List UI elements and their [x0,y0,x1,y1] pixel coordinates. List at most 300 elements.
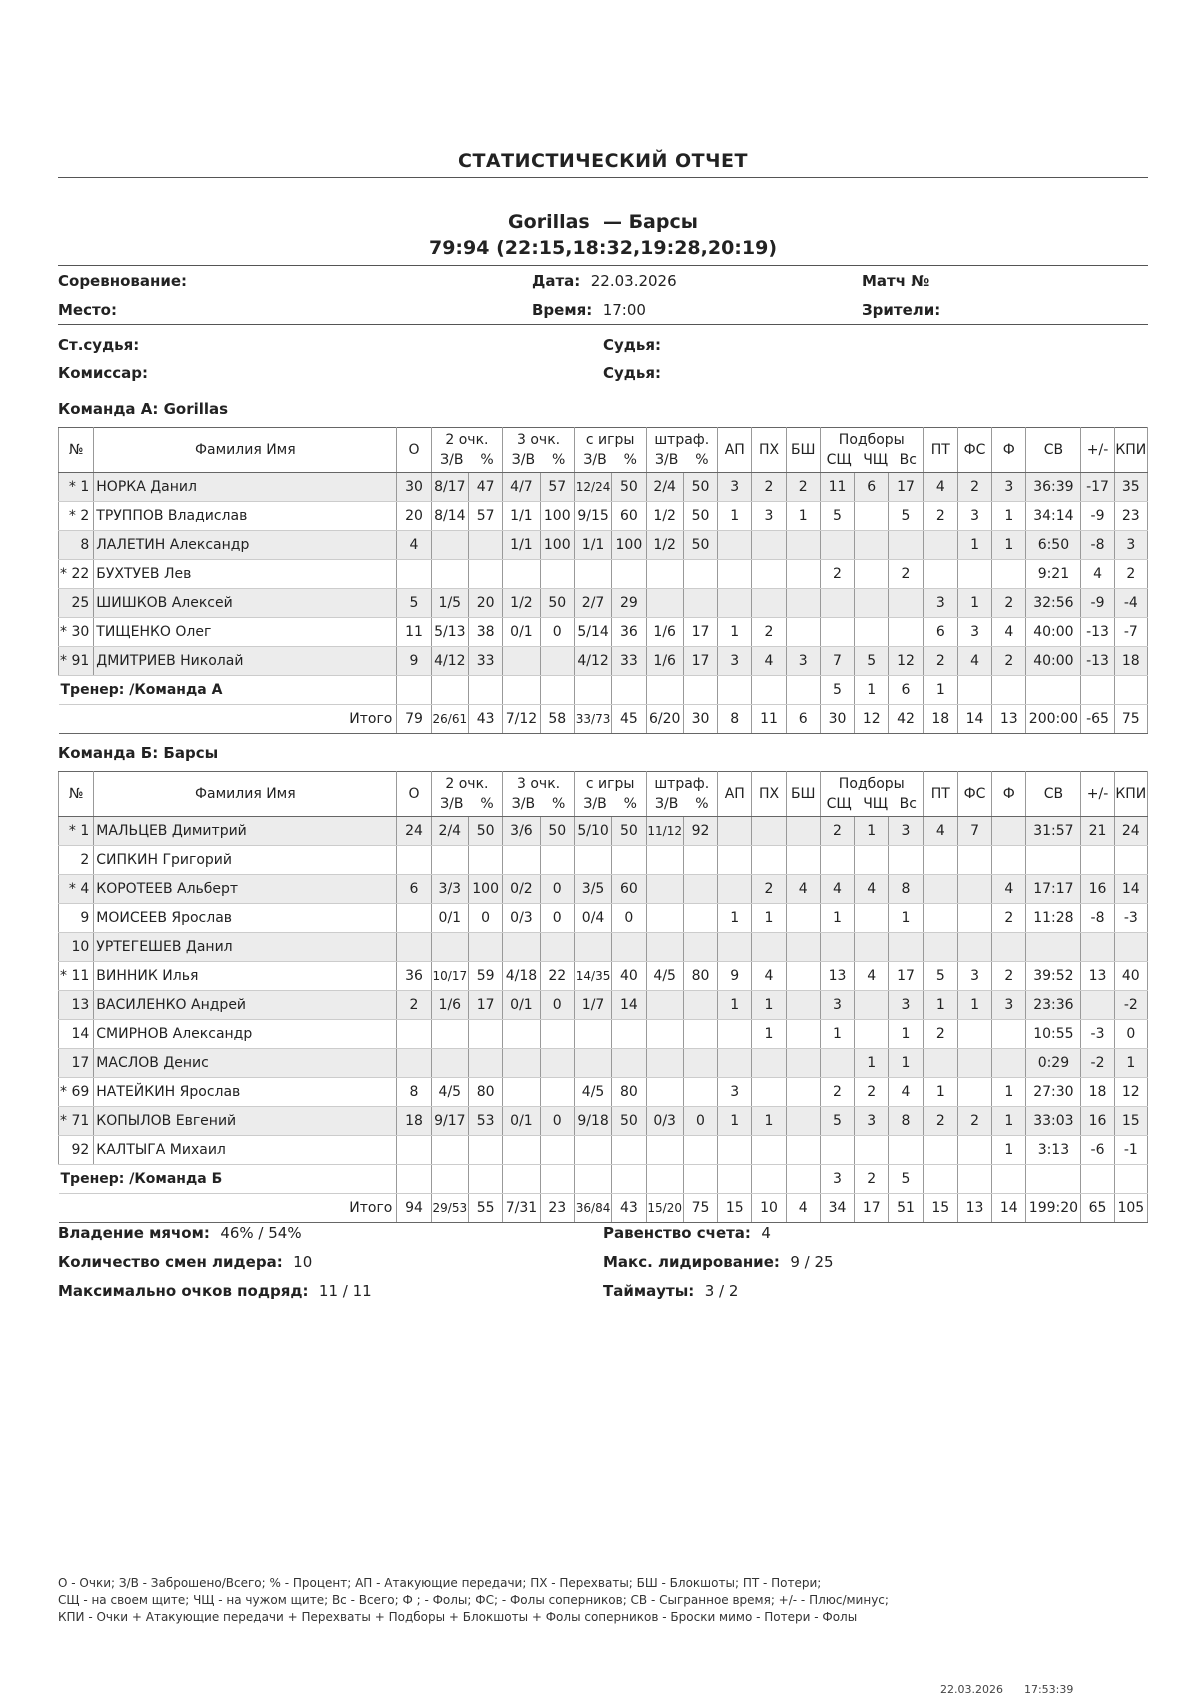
cell-eff: 40 [1114,962,1147,991]
cell-two-pct [468,1165,502,1194]
chief-referee-label: Ст.судья: [58,336,140,354]
cell-ast: 3 [718,473,752,502]
cell-pts: 18 [397,1107,431,1136]
cell-min: 34:14 [1026,502,1081,531]
cell-ast [718,1020,752,1049]
team-a-stats-table [58,427,1148,734]
cell-two-pct: 38 [468,618,502,647]
total-stl: 11 [752,705,786,734]
cell-fg-ma [574,676,611,705]
header-points: О [397,428,431,473]
total-pm: 65 [1081,1194,1114,1223]
cell-name: КОПЫЛОВ Евгений [94,1107,397,1136]
cell-two-pct [468,676,502,705]
cell-two-ma: 1/6 [431,991,468,1020]
cell-eff [1114,933,1147,962]
cell-two-ma: 9/17 [431,1107,468,1136]
cell-eff: 14 [1114,875,1147,904]
total-ft-ma: 15/20 [646,1194,683,1223]
cell-three-pct: 0 [540,618,574,647]
cell-three-ma: 1/1 [503,502,540,531]
total-ft-pct: 75 [683,1194,717,1223]
cell-two-ma [431,1165,468,1194]
header-name: Фамилия Имя [94,772,397,817]
player-row [59,1107,1148,1136]
header-oreb: ЧЩ [863,796,889,812]
cell-three-pct: 0 [540,991,574,1020]
header-free-throws-title: штраф. [654,776,710,792]
cell-fg-ma [574,1020,611,1049]
cell-pts: 30 [397,473,431,502]
cell-dreb [820,1136,854,1165]
total-ft-pct: 30 [683,705,717,734]
total-min: 199:20 [1026,1194,1081,1223]
cell-three-ma [503,1165,540,1194]
cell-fg-ma: 1/1 [574,531,611,560]
max-lead-label: Макс. лидирование: [603,1253,780,1271]
cell-fd: 1 [957,589,991,618]
cell-to [923,560,957,589]
cell-three-pct: 50 [540,817,574,846]
cell-fg-pct: 60 [612,875,646,904]
header-fouls: Ф [992,772,1026,817]
cell-eff: 23 [1114,502,1147,531]
cell-three-ma: 0/1 [503,1107,540,1136]
lead-changes-stat [58,1253,312,1271]
player-row [59,904,1148,933]
header-row [59,772,1148,817]
header-free-throws [646,428,718,473]
date-label: Дата: [532,272,581,290]
cell-dreb: 13 [820,962,854,991]
cell-ft-ma: 1/6 [646,647,683,676]
cell-three-ma [503,647,540,676]
cell-three-ma [503,933,540,962]
cell-ft-ma [646,846,683,875]
cell-no: 9 [59,904,94,933]
cell-min: 17:17 [1026,875,1081,904]
cell-three-pct: 0 [540,875,574,904]
player-row [59,531,1148,560]
cell-fg-ma: 9/15 [574,502,611,531]
total-fg-pct: 45 [612,705,646,734]
cell-dreb: 7 [820,647,854,676]
cell-no: 8 [59,531,94,560]
match-header [58,209,1148,261]
total-dreb: 34 [820,1194,854,1223]
cell-treb [889,589,923,618]
cell-min: 39:52 [1026,962,1081,991]
cell-two-ma: 4/5 [431,1078,468,1107]
cell-dreb [820,589,854,618]
player-row [59,933,1148,962]
player-row [59,1020,1148,1049]
cell-pf [992,933,1026,962]
cell-dreb: 2 [820,560,854,589]
total-to: 18 [923,705,957,734]
coach-row [59,676,1148,705]
cell-min: 40:00 [1026,647,1081,676]
cell-pts: 8 [397,1078,431,1107]
cell-ft-ma [646,933,683,962]
cell-three-pct [540,1165,574,1194]
cell-name: ЛАЛЕТИН Александр [94,531,397,560]
cell-ft-ma: 4/5 [646,962,683,991]
cell-fd [957,676,991,705]
cell-two-ma: 8/14 [431,502,468,531]
total-fg-ma: 33/73 [574,705,611,734]
cell-pm: 21 [1081,817,1114,846]
cell-stl: 2 [752,618,786,647]
cell-two-ma: 4/12 [431,647,468,676]
header-three-pt-title: 3 очк. [517,776,561,792]
header-minutes: СВ [1026,428,1081,473]
cell-three-pct [540,647,574,676]
header-turnovers: ПТ [923,428,957,473]
cell-name: МОИСЕЕВ Ярослав [94,904,397,933]
cell-no: 14 [59,1020,94,1049]
player-row [59,846,1148,875]
cell-fd: 1 [957,991,991,1020]
cell-fg-pct: 0 [612,904,646,933]
cell-two-ma [431,1049,468,1078]
legend-line: О - Очки; З/В - Заброшено/Всего; % - Процент; АП - Атакующие передачи; ПХ - Перехваты; БШ - Блокшоты; ПТ - Потери; [58,1576,822,1590]
total-pts: 79 [397,705,431,734]
cell-two-ma: 8/17 [431,473,468,502]
header-free-throws-made-att: З/В [655,796,679,812]
cell-pm [1081,1165,1114,1194]
cell-pts: 11 [397,618,431,647]
cell-name: ВАСИЛЕНКО Андрей [94,991,397,1020]
cell-ft-pct: 17 [683,618,717,647]
cell-blk [786,1165,820,1194]
cell-no: * 69 [59,1078,94,1107]
cell-two-ma: 2/4 [431,817,468,846]
total-oreb: 12 [855,705,889,734]
header-free-throws-pct: % [695,796,709,812]
cell-fg-ma [574,1049,611,1078]
cell-eff: 35 [1114,473,1147,502]
cell-treb: 4 [889,1078,923,1107]
header-name: Фамилия Имя [94,428,397,473]
cell-two-ma: 3/3 [431,875,468,904]
cell-no: 10 [59,933,94,962]
cell-min: 3:13 [1026,1136,1081,1165]
cell-fg-pct [612,846,646,875]
cell-two-ma: 1/5 [431,589,468,618]
total-stl: 10 [752,1194,786,1223]
cell-stl: 3 [752,502,786,531]
cell-three-pct: 0 [540,1107,574,1136]
cell-three-ma: 4/7 [503,473,540,502]
cell-no: * 1 [59,473,94,502]
cell-pm: 16 [1081,1107,1114,1136]
cell-eff: 1 [1114,1049,1147,1078]
cell-pm: -8 [1081,904,1114,933]
cell-ft-ma [646,676,683,705]
cell-blk [786,676,820,705]
cell-ft-pct: 17 [683,647,717,676]
cell-ast [718,875,752,904]
total-min: 200:00 [1026,705,1081,734]
cell-oreb: 2 [855,1078,889,1107]
cell-to [923,933,957,962]
cell-three-ma: 1/2 [503,589,540,618]
cell-treb: 17 [889,962,923,991]
divider [58,265,1148,266]
cell-name: ДМИТРИЕВ Николай [94,647,397,676]
cell-two-ma [431,1020,468,1049]
match-number-label: Матч № [862,272,930,290]
cell-eff: -2 [1114,991,1147,1020]
cell-three-ma: 0/3 [503,904,540,933]
cell-eff: -4 [1114,589,1147,618]
player-row [59,647,1148,676]
cell-name: ТИЩЕНКО Олег [94,618,397,647]
cell-to: 1 [923,1078,957,1107]
cell-fg-pct: 33 [612,647,646,676]
cell-pts [397,904,431,933]
cell-three-ma [503,1078,540,1107]
cell-fg-pct [612,676,646,705]
header-two-pt-pct: % [480,796,494,812]
cell-min: 32:56 [1026,589,1081,618]
cell-pm: 16 [1081,875,1114,904]
cell-pts [397,1136,431,1165]
cell-three-pct: 50 [540,589,574,618]
cell-fg-pct [612,933,646,962]
total-row [59,705,1148,734]
cell-two-ma: 5/13 [431,618,468,647]
cell-stl [752,531,786,560]
cell-pts [397,560,431,589]
print-timestamp [940,1683,1073,1696]
cell-dreb: 5 [820,1107,854,1136]
header-efficiency: КПИ [1114,772,1147,817]
cell-to [923,1165,957,1194]
legend-line: СЩ - на своем щите; ЧЩ - на чужом щите; Вс - Всего; Ф ; - Фолы; ФС; - Фолы соперников; СВ - Сыгранное время; +/- - Плюс/минус; [58,1593,889,1607]
header-three-pt-pct: % [552,796,566,812]
header-field-goals [574,772,646,817]
cell-two-ma [431,531,468,560]
player-row [59,473,1148,502]
total-fd: 14 [957,705,991,734]
cell-ft-pct: 0 [683,1107,717,1136]
cell-treb: 5 [889,1165,923,1194]
cell-oreb [855,589,889,618]
cell-to: 4 [923,473,957,502]
cell-pm: 18 [1081,1078,1114,1107]
cell-stl: 2 [752,875,786,904]
cell-pf [992,1049,1026,1078]
cell-pf [992,817,1026,846]
cell-pts: 36 [397,962,431,991]
header-efficiency: КПИ [1114,428,1147,473]
cell-blk [786,933,820,962]
total-pts: 94 [397,1194,431,1223]
cell-stl [752,1136,786,1165]
cell-no: * 91 [59,647,94,676]
header-free-throws-made-att: З/В [655,452,679,468]
cell-no: 13 [59,991,94,1020]
cell-three-ma: 4/18 [503,962,540,991]
player-row [59,560,1148,589]
cell-min: 11:28 [1026,904,1081,933]
cell-to [923,531,957,560]
cell-min [1026,1165,1081,1194]
cell-two-pct: 59 [468,962,502,991]
cell-no: * 71 [59,1107,94,1136]
header-two-pt [431,428,503,473]
cell-fg-pct [612,1136,646,1165]
cell-treb: 6 [889,676,923,705]
cell-blk [786,1136,820,1165]
cell-stl: 4 [752,647,786,676]
print-date: 22.03.2026 [940,1683,1003,1696]
cell-two-pct: 0 [468,904,502,933]
cell-two-pct: 33 [468,647,502,676]
header-oreb: ЧЩ [863,452,889,468]
header-dreb: СЩ [826,796,852,812]
cell-two-pct [468,531,502,560]
header-field-goals-made-att: З/В [583,796,607,812]
cell-treb [889,531,923,560]
cell-name: МАЛЬЦЕВ Димитрий [94,817,397,846]
cell-to: 3 [923,589,957,618]
cell-pm: -9 [1081,589,1114,618]
player-row [59,1049,1148,1078]
cell-stl [752,560,786,589]
header-two-pt-made-att: З/В [440,796,464,812]
cell-pm [1081,846,1114,875]
cell-ast [718,560,752,589]
cell-fd [957,1136,991,1165]
cell-fg-ma: 2/7 [574,589,611,618]
player-row [59,589,1148,618]
player-row [59,962,1148,991]
timeouts-stat [603,1282,738,1300]
cell-two-ma: 10/17 [431,962,468,991]
cell-ft-pct [683,904,717,933]
cell-stl: 1 [752,1020,786,1049]
cell-blk [786,1107,820,1136]
cell-fd [957,875,991,904]
total-blk: 4 [786,1194,820,1223]
cell-to: 4 [923,817,957,846]
cell-treb: 1 [889,1049,923,1078]
total-row [59,1194,1148,1223]
time-value: 17:00 [602,301,646,319]
cell-eff: 15 [1114,1107,1147,1136]
commissioner-label: Комиссар: [58,364,148,382]
max-run-value: 11 / 11 [318,1282,372,1300]
cell-fg-ma: 4/5 [574,1078,611,1107]
cell-two-ma: 0/1 [431,904,468,933]
cell-three-pct [540,1078,574,1107]
cell-oreb: 2 [855,1165,889,1194]
cell-dreb [820,531,854,560]
cell-eff [1114,1165,1147,1194]
header-turnovers: ПТ [923,772,957,817]
cell-pf: 4 [992,618,1026,647]
cell-ft-pct: 92 [683,817,717,846]
cell-three-pct [540,560,574,589]
cell-blk [786,962,820,991]
cell-fg-ma: 0/4 [574,904,611,933]
max-run-stat [58,1282,372,1300]
cell-fg-ma: 4/12 [574,647,611,676]
cell-pm: -8 [1081,531,1114,560]
cell-three-ma [503,676,540,705]
cell-pm: -9 [1081,502,1114,531]
cell-fg-pct: 100 [612,531,646,560]
cell-dreb: 5 [820,676,854,705]
cell-ft-pct [683,589,717,618]
cell-fg-pct [612,1020,646,1049]
total-two-pct: 55 [468,1194,502,1223]
cell-pf: 2 [992,647,1026,676]
cell-oreb: 6 [855,473,889,502]
player-row [59,502,1148,531]
header-fouls-drawn: ФС [957,428,991,473]
cell-eff: 18 [1114,647,1147,676]
header-treb: Вс [899,796,917,812]
cell-min [1026,846,1081,875]
cell-blk [786,589,820,618]
header-steals: ПХ [752,428,786,473]
cell-two-ma [431,846,468,875]
cell-two-ma [431,676,468,705]
cell-no: * 11 [59,962,94,991]
cell-ft-ma [646,1020,683,1049]
header-minutes: СВ [1026,772,1081,817]
header-no: № [59,428,94,473]
cell-pf [992,1020,1026,1049]
total-dreb: 30 [820,705,854,734]
cell-fg-pct: 29 [612,589,646,618]
possession-label: Владение мячом: [58,1224,210,1242]
cell-three-pct: 22 [540,962,574,991]
cell-three-ma: 1/1 [503,531,540,560]
cell-fd [957,560,991,589]
cell-stl [752,933,786,962]
cell-ft-ma: 11/12 [646,817,683,846]
cell-fg-ma: 9/18 [574,1107,611,1136]
header-rebounds-title: Подборы [838,432,905,448]
cell-pts [397,1049,431,1078]
cell-ft-ma [646,560,683,589]
cell-name: КОРОТЕЕВ Альберт [94,875,397,904]
cell-pm: -13 [1081,618,1114,647]
ties-value: 4 [761,1224,771,1242]
cell-dreb: 1 [820,904,854,933]
cell-blk [786,1078,820,1107]
cell-ft-ma: 0/3 [646,1107,683,1136]
coach-name: Тренер: /Команда А [59,676,397,705]
cell-oreb: 3 [855,1107,889,1136]
cell-pts [397,676,431,705]
header-dreb: СЩ [826,452,852,468]
cell-three-ma: 3/6 [503,817,540,846]
report-title: СТАТИСТИЧЕСКИЙ ОТЧЕТ [458,150,748,172]
cell-oreb [855,933,889,962]
cell-ft-pct [683,1136,717,1165]
cell-three-ma: 0/1 [503,618,540,647]
total-oreb: 17 [855,1194,889,1223]
cell-ast: 9 [718,962,752,991]
cell-ast: 1 [718,904,752,933]
header-field-goals-made-att: З/В [583,452,607,468]
